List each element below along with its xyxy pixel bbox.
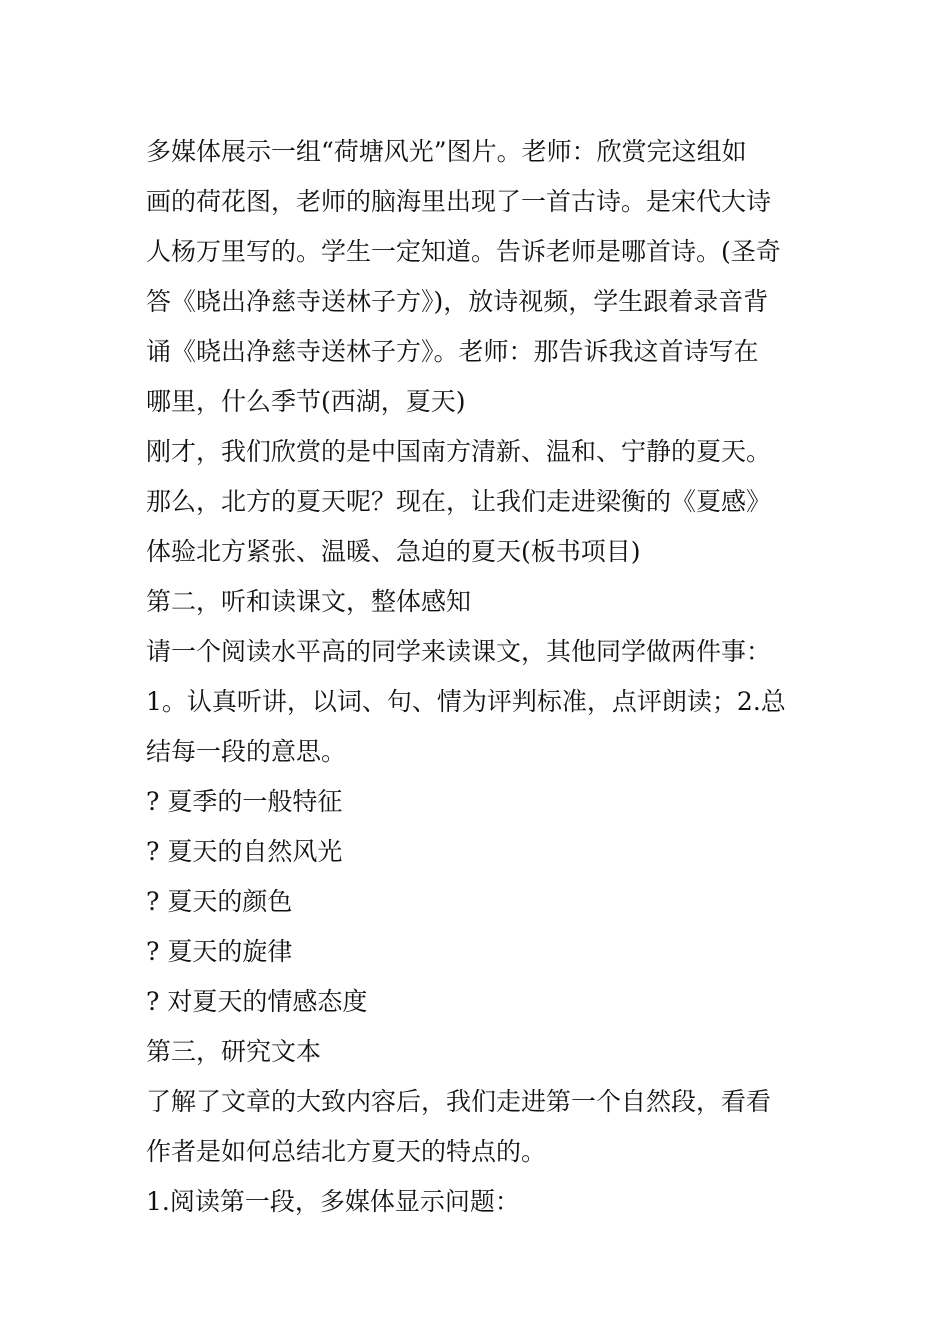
paragraph-line: 画的荷花图，老师的脑海里出现了一首古诗。是宋代大诗	[146, 187, 772, 216]
paragraph-line: 结每一段的意思。	[146, 737, 347, 766]
paragraph-line: 1。认真听讲，以词、句、情为评判标准，点评朗读；2.总	[146, 687, 786, 716]
paragraph-line: 刚才，我们欣赏的是中国南方清新、温和、宁静的夏天。	[146, 437, 772, 466]
paragraph-line: 请一个阅读水平高的同学来读课文，其他同学做两件事：	[146, 637, 772, 666]
list-item: ? 夏天的颜色	[146, 887, 293, 916]
document-body	[146, 127, 808, 1227]
paragraph-line: 诵《晓出净慈寺送林子方》。老师：那告诉我这首诗写在	[146, 337, 759, 366]
paragraph-line: 体验北方紧张、温暖、急迫的夏天(板书项目)	[146, 537, 641, 566]
list-item: ? 夏天的旋律	[146, 937, 293, 966]
paragraph-line: 作者是如何总结北方夏天的特点的。	[146, 1137, 547, 1166]
list-item: ? 夏季的一般特征	[146, 787, 343, 816]
paragraph-line: 了解了文章的大致内容后，我们走进第一个自然段，看看	[146, 1087, 772, 1116]
paragraph-line: 哪里，什么季节(西湖，夏天)	[146, 387, 466, 416]
paragraph-line: 人杨万里写的。学生一定知道。告诉老师是哪首诗。(圣奇	[146, 237, 781, 266]
paragraph-line: 1.阅读第一段，多媒体显示问题：	[146, 1187, 520, 1216]
list-item: ? 夏天的自然风光	[146, 837, 343, 866]
paragraph-line: 答《晓出净慈寺送林子方》)，放诗视频，学生跟着录音背	[146, 287, 769, 316]
list-item: ? 对夏天的情感态度	[146, 987, 368, 1016]
paragraph-line: 多媒体展示一组“荷塘风光”图片。老师：欣赏完这组如	[146, 137, 747, 166]
paragraph-line: 那么，北方的夏天呢？现在，让我们走进梁衡的《夏感》	[146, 487, 772, 516]
section-heading: 第三，研究文本	[146, 1037, 322, 1066]
section-heading: 第二，听和读课文，整体感知	[146, 587, 472, 616]
